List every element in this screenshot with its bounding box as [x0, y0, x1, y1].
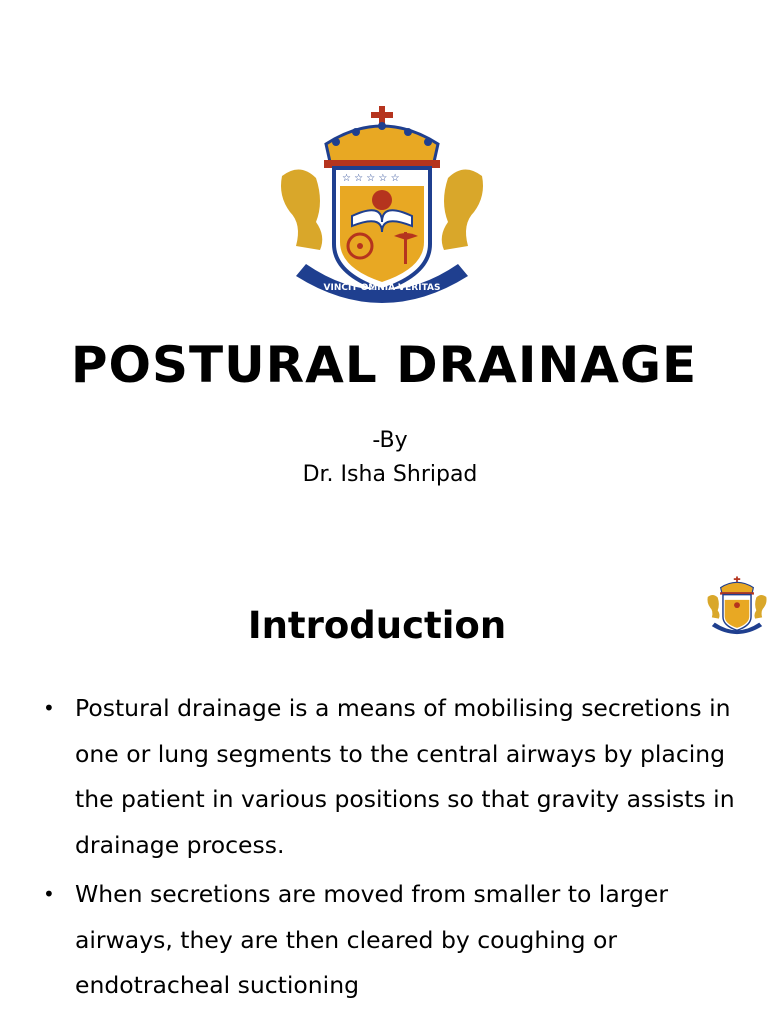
author-name: Dr. Isha Shripad — [302, 462, 478, 487]
bullet-item — [40, 686, 740, 868]
introduction-slide — [0, 560, 768, 1024]
bullet-item — [40, 872, 740, 1009]
bullet-dot-icon: • — [43, 882, 55, 906]
section-heading: Introduction — [247, 604, 507, 647]
slide-title: POSTURAL DRAINAGE — [70, 336, 698, 394]
bullet-text: Postural drainage is a means of mobilising secretions in one or lung segments to the central airways by placing the patient in various positions so that gravity assists in drainage process. — [75, 694, 735, 859]
byline-prefix: -By — [372, 428, 408, 453]
svg-text:VINCIT OMNIA VERITAS: VINCIT OMNIA VERITAS — [323, 283, 441, 293]
bullet-dot-icon: • — [43, 696, 55, 720]
svg-text:☆ ☆ ☆ ☆ ☆: ☆ ☆ ☆ ☆ ☆ — [342, 173, 400, 184]
bullet-list — [40, 686, 740, 1013]
university-crest-icon — [276, 104, 488, 310]
bullet-text: When secretions are moved from smaller to larger airways, they are then cleared by coughing or endotracheal suctioning — [75, 880, 669, 999]
byline-block — [0, 424, 768, 492]
